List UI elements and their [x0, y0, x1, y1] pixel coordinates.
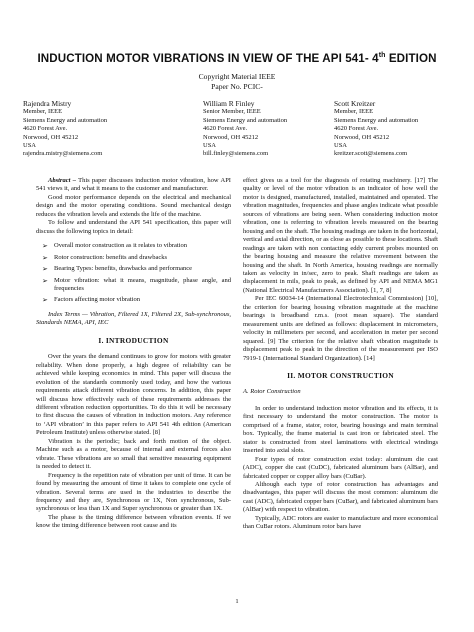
- author-name: Scott Kreitzer: [334, 99, 376, 108]
- paragraph: effect gives us a tool for the diagnosis of rotating machinery. [17] The quality or level of the motor vibration is an indicator of how well the motor is designed, manufactured, installed, maintained and operated. The vibration magnitudes, frequencies and phase angles indicate what possible sources of vibrations are being seen. When considering induction motor vibration, one is referring to vibration levels measured on the bearing housing and on the shaft. The housing readings are taken in the horizontal, vertical and axial direction, or as close as possible to these locations. Shaft readings are taken with non contacting eddy current probes mounted on the bearing housing and measure the relative movement between the housing and the shaft. In North America, housing readings are normally taken as velocity in in/sec, zero to peak. Shaft readings are taken as displacement in mils, peak to peak, as defined by API and NEMA MG1 (National Electrical Manufacturers Association). [1, 7, 8]: [243, 177, 438, 294]
- right-column: [243, 177, 438, 532]
- author-city: Norwood, OH 45212: [23, 133, 79, 141]
- list-item: ➢ Overall motor construction as it relates to vibration: [42, 242, 188, 251]
- author-org: Siemens Energy and automation: [334, 116, 419, 124]
- paper-number: Paper No. PCIC-: [211, 82, 263, 91]
- copyright-line: Copyright Material IEEE: [198, 72, 276, 81]
- author-block: [23, 100, 107, 159]
- author-block: [203, 100, 287, 159]
- author-city: Norwood, OH 45212: [334, 133, 390, 141]
- paragraph: The phase is the timing difference between vibration events. If we know the timing difference between root cause and its: [36, 513, 231, 530]
- author-role: Senior Member, IEEE: [203, 108, 261, 116]
- arrow-bullet-icon: ➢: [42, 253, 48, 262]
- paragraph: To follow and understand the API 541 specification, this paper will discuss the following topics in detail:: [36, 219, 231, 235]
- author-block: [334, 100, 418, 159]
- author-city: Norwood, OH 45212: [203, 133, 259, 141]
- paragraph: Four types of rotor construction exist today: aluminum die cast (ADC), copper die cast (CuDC), fabricated aluminum bars (AlBar), and fabricated copper or copper alloy bars (CuBar).: [243, 455, 438, 480]
- index-terms: Index Terms — Vibration, Filtered 1X, Filtered 2X, Sub-synchronous, Standards NEMA, API, IEC: [36, 310, 231, 327]
- arrow-bullet-icon: ➢: [42, 242, 48, 251]
- author-name: Rajendra Mistry: [23, 99, 72, 108]
- list-item: ➢ Factors affecting motor vibration: [42, 296, 140, 305]
- list-item: ➢ Rotor construction: benefits and drawbacks: [42, 253, 167, 262]
- paragraph: Over the years the demand continues to grow for motors with greater reliability. When done properly, a high degree of reliability can be achieved while keeping economics in mind. This paper will discuss the evolution of the standards commonly used today, and how the various requirements attack different vibration concerns. In addition, this paper will discuss how effectively each of these requirements addresses the different vibration reduction opportunities. To do this it will be necessary to first discuss the causes of vibration in induction motors. Any reference to ‘API vibration’ in this paper refers to API 541 4th edition (American Petroleum Institute) unless otherwise stated. [8]: [36, 353, 231, 437]
- author-role: Member, IEEE: [23, 108, 63, 116]
- arrow-bullet-icon: ➢: [42, 265, 48, 274]
- section-heading: II. MOTOR CONSTRUCTION: [287, 370, 394, 380]
- paragraph: Vibration is the periodic; back and forth motion of the object. Machine such as a motor, because of internal and external forces also vibrate. These vibrations are so small that sensitive measuring equipment is needed to detect it.: [36, 437, 231, 471]
- subsection-heading: A. Rotor Construction: [243, 388, 301, 396]
- author-email: kreitzer.scott@siemens.com: [334, 150, 408, 158]
- topic-list: [36, 242, 231, 305]
- paragraph: Frequency is the repetition rate of vibration per unit of time. It can be found by measuring the amount of time it takes to complete one cycle of vibration. Several terms are used in the industries to describe the frequency and they are, Synchronous or 1X, Non synchronous, Sub-synchronous or less than 1X and Super synchronous or greater than 1X.: [36, 471, 231, 513]
- author-country: USA: [334, 142, 348, 150]
- list-item: ➢ Motor vibration: what it means, magnitude, phase angle, and frequencies: [42, 276, 231, 292]
- author-address: 4620 Forest Ave.: [334, 125, 379, 133]
- left-column: [36, 177, 231, 531]
- paragraph: Although each type of rotor construction has advantages and disadvantages, this paper will discuss the most common: aluminum die cast (ADC), fabricated copper bars (CuBar), and fabricated aluminum bars (AlBar) with respect to vibration.: [243, 480, 438, 514]
- author-org: Siemens Energy and automation: [203, 116, 288, 124]
- author-address: 4620 Forest Ave.: [203, 125, 248, 133]
- author-country: USA: [23, 142, 37, 150]
- arrow-bullet-icon: ➢: [42, 276, 48, 285]
- list-item: ➢ Bearing Types: benefits, drawbacks and performance: [42, 265, 193, 274]
- author-country: USA: [203, 142, 217, 150]
- arrow-bullet-icon: ➢: [42, 296, 48, 305]
- author-email: rajendra.mistry@siemens.com: [23, 150, 103, 158]
- paragraph: In order to understand induction motor vibration and its effects, it is first necessary to understand the motor construction. The motor is comprised of a frame, stator, rotor, bearing housings and main terminal box. Typically, the frame material is cast iron or fabricated steel. The stator is constructed from steel laminations with electrical windings inserted into axial slots.: [243, 404, 438, 455]
- abstract: Abstract – This paper discusses induction motor vibration, how API 541 views it, and what it means to the customer and manufacturer.: [36, 177, 231, 193]
- paragraph: Good motor performance depends on the electrical and mechanical design and the motor operating conditions. Sound mechanical design reduces the vibration levels and extends the life of the machine.: [36, 193, 231, 218]
- paper-title: INDUCTION MOTOR VIBRATIONS IN VIEW OF THE API 541- 4th EDITION: [37, 52, 437, 65]
- page-number: 1: [235, 598, 239, 605]
- author-org: Siemens Energy and automation: [23, 116, 108, 124]
- author-role: Member, IEEE: [334, 108, 374, 116]
- author-email: bill.finley@siemens.com: [203, 150, 269, 158]
- section-heading: I. INTRODUCTION: [98, 335, 169, 345]
- abstract-label: Abstract –: [48, 177, 76, 184]
- paragraph: Typically, ADC rotors are easier to manufacture and more economical than CuBar rotors. Aluminum rotor bars have: [243, 514, 438, 531]
- author-address: 4620 Forest Ave.: [23, 125, 68, 133]
- author-name: William R Finley: [203, 99, 255, 108]
- paragraph: Per IEC 60034-14 (International Electrotechnical Commission) [10], the criterion for bearing housing vibration magnitude at the machine bearings is broadband r.m.s. (root mean square). The standard measurement units are defined as follows: displacement in micrometers, velocity in millimeters per second, and acceleration in meter per second squared. [9] The criterion for the relative shaft vibration magnitude is displacement peak to peak in the direction of the measurement per ISO 7919-1 (International Standard Organization). [14]: [243, 295, 438, 362]
